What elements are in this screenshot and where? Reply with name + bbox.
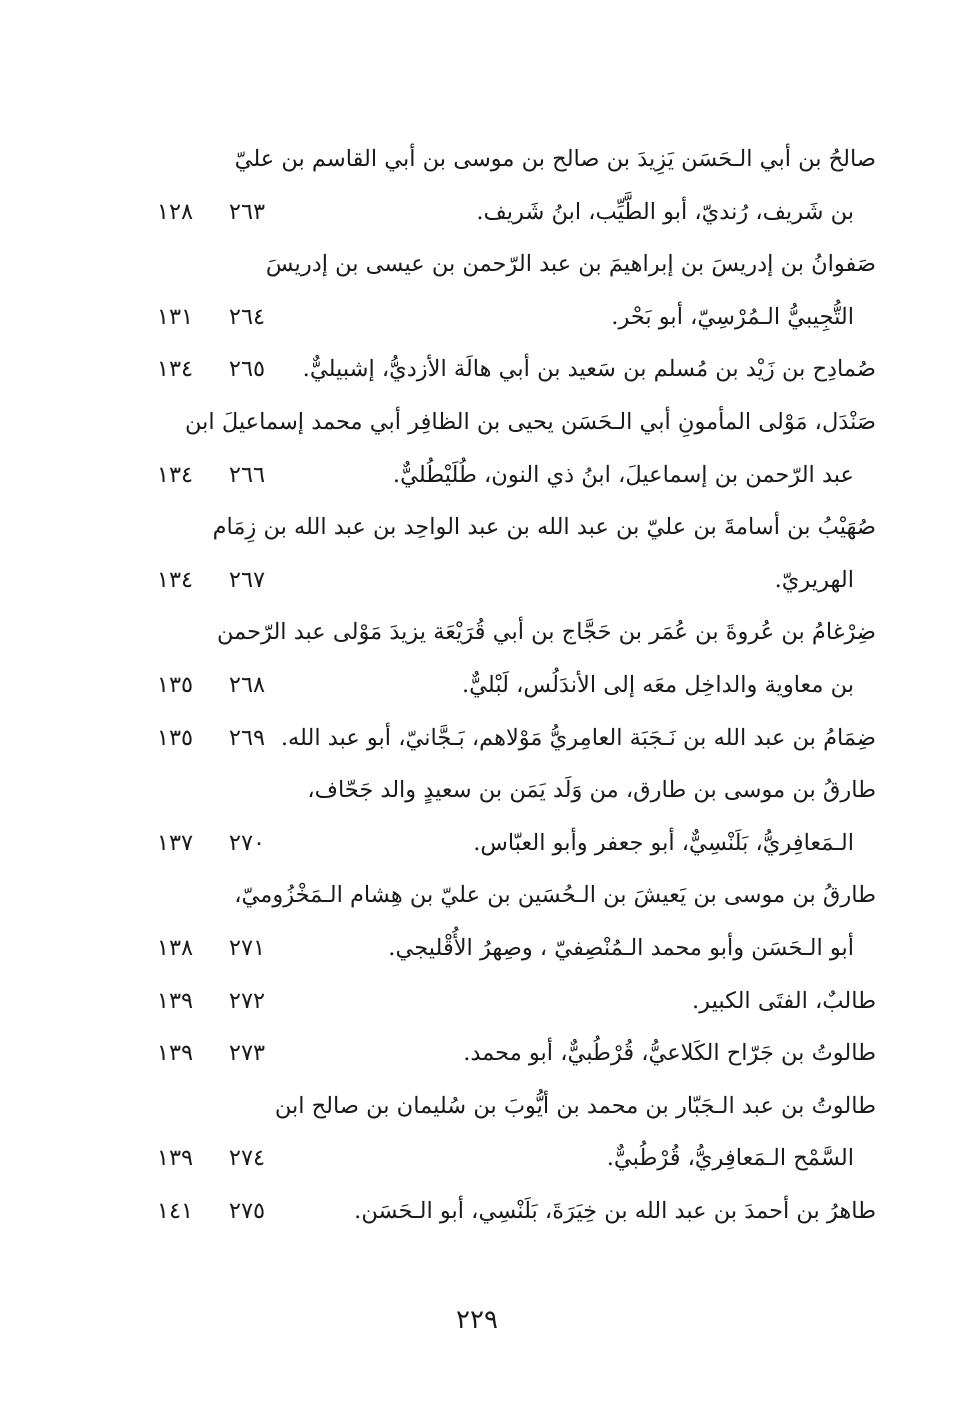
entry-line xyxy=(0,874,954,927)
entry-number: ٢٧٣ xyxy=(228,1040,266,1067)
entry-page-reference: ١٣٨ xyxy=(156,934,194,961)
entry-number: ٢٧١ xyxy=(228,934,266,961)
index-entry xyxy=(0,874,954,979)
index-entry xyxy=(0,138,954,243)
index-entry xyxy=(0,348,954,401)
entry-text: التُّجِيبيُّ الـمُرْسِيّ، أبو بَحْر. xyxy=(611,303,854,330)
entry-line xyxy=(0,1137,954,1190)
entry-text: السَّمْح الـمَعافِريُّ، قُرْطُبيٌّ. xyxy=(606,1145,854,1172)
entry-number: ٢٦٦ xyxy=(228,461,266,488)
entry-page-reference: ١٣٩ xyxy=(156,1040,194,1067)
entry-page-reference: ١٣٩ xyxy=(156,1145,194,1172)
entry-number: ٢٦٩ xyxy=(228,724,266,751)
entry-number: ٢٦٤ xyxy=(228,303,266,330)
entry-line xyxy=(0,980,954,1033)
entry-page-reference: ١٣٤ xyxy=(156,356,194,383)
entry-line xyxy=(0,138,954,191)
entry-page-reference: ١٢٨ xyxy=(156,198,194,225)
entry-text: ضِرْغامُ بن عُروةَ بن عُمَر بن حَجَّاج بن أبي قُرَيْعَة يزيدَ مَوْلى عبد الرّحمن xyxy=(216,619,876,646)
entry-text: الهريريّ. xyxy=(774,566,854,593)
entry-text: صُهَيْبُ بن أسامةَ بن عليّ بن عبد الله بن عبد الواحِد بن عبد الله بن زِمَام xyxy=(212,514,876,541)
entry-number: ٢٧٥ xyxy=(228,1197,266,1224)
entry-line xyxy=(0,1190,954,1243)
entry-text: طارقُ بن موسى بن طارق، من وَلَد يَمَن بن سعيدٍ والد جَحّاف، xyxy=(307,777,876,804)
entry-line xyxy=(0,348,954,401)
entry-number: ٢٧٢ xyxy=(228,987,266,1014)
index-entry xyxy=(0,506,954,611)
index-entry xyxy=(0,243,954,348)
entry-text: طاهرُ بن أحمدَ بن عبد الله بن خِيَرَةَ، بَلَنْسِي، أبو الـحَسَن. xyxy=(354,1197,876,1224)
entry-line xyxy=(0,454,954,507)
entry-text: أبو الـحَسَن وأبو محمد الـمُنْصِفيّ ، وصِهرُ الأُقْليجي. xyxy=(388,934,854,961)
index-entries xyxy=(0,138,954,1242)
entry-line xyxy=(0,822,954,875)
entry-line xyxy=(0,243,954,296)
entry-page-reference: ١٣٧ xyxy=(156,829,194,856)
entry-text: صَفوانُ بن إدريسَ بن إبراهيمَ بن عبد الرّحمن بن عيسى بن إدريسَ xyxy=(265,251,876,278)
index-entry xyxy=(0,1085,954,1190)
entry-number: ٢٧٤ xyxy=(228,1145,266,1172)
entry-line xyxy=(0,717,954,770)
entry-line xyxy=(0,1032,954,1085)
entry-page-reference: ١٣٤ xyxy=(156,566,194,593)
index-entry xyxy=(0,1190,954,1243)
entry-page-reference: ١٣٥ xyxy=(156,724,194,751)
entry-number: ٢٦٥ xyxy=(228,356,266,383)
entry-number: ٢٧٠ xyxy=(228,829,266,856)
entry-line xyxy=(0,506,954,559)
entry-line xyxy=(0,559,954,612)
index-entry xyxy=(0,980,954,1033)
entry-line xyxy=(0,664,954,717)
entry-text: عبد الرّحمن بن إسماعيلَ، ابنُ ذي النون، طُلَيْطُليٌّ. xyxy=(392,461,854,488)
entry-text: طالبٌ، الفتَى الكبير. xyxy=(692,987,876,1014)
index-entry xyxy=(0,611,954,716)
entry-line xyxy=(0,769,954,822)
index-entry xyxy=(0,717,954,770)
entry-text: ضِمَامُ بن عبد الله بن نَـجَبَة العامِريُّ مَوْلاهم، بَـجَّانيّ، أبو عبد الله. xyxy=(280,724,876,751)
entry-text: الـمَعافِريُّ، بَلَنْسِيٌّ، أبو جعفر وأبو العبّاس. xyxy=(473,829,854,856)
index-entry xyxy=(0,401,954,506)
entry-number: ٢٦٧ xyxy=(228,566,266,593)
index-entry xyxy=(0,769,954,874)
index-entry xyxy=(0,1032,954,1085)
entry-line xyxy=(0,611,954,664)
entry-page-reference: ١٣٩ xyxy=(156,987,194,1014)
entry-line xyxy=(0,1085,954,1138)
entry-page-reference: ١٤١ xyxy=(156,1197,194,1224)
entry-line xyxy=(0,927,954,980)
entry-text: طالوتُ بن عبد الـجَبّار بن محمد بن أيُّوبَ بن سُليمان بن صالح ابن xyxy=(274,1092,876,1119)
entry-number: ٢٦٨ xyxy=(228,671,266,698)
entry-number: ٢٦٣ xyxy=(228,198,266,225)
entry-page-reference: ١٣٤ xyxy=(156,461,194,488)
entry-page-reference: ١٣٥ xyxy=(156,671,194,698)
entry-text: طالوتُ بن جَرّاح الكَلاعيُّ، قُرْطُبيٌّ، أبو محمد. xyxy=(463,1040,876,1067)
page-number: ٢٢٩ xyxy=(456,1305,498,1335)
entry-text: طارقُ بن موسى بن يَعيشَ بن الـحُسَين بن عليّ بن هِشام الـمَخْزُوميّ، xyxy=(234,882,876,909)
entry-text: صالحُ بن أبي الـحَسَن يَزِيدَ بن صالح بن موسى بن أبي القاسم بن عليّ xyxy=(234,146,876,172)
entry-page-reference: ١٣١ xyxy=(156,303,194,330)
entry-text: صَنْدَل، مَوْلى المأمونِ أبي الـحَسَن يحيى بن الظافِر أبي محمد إسماعيلَ ابن xyxy=(185,408,876,435)
entry-line xyxy=(0,296,954,349)
entry-line xyxy=(0,401,954,454)
entry-line xyxy=(0,191,954,244)
entry-text: صُمادِح بن زَيْد بن مُسلم بن سَعيد بن أبي هالَة الأزديُّ، إشبيليٌّ. xyxy=(302,356,876,383)
entry-text: بن معاوية والداخِل معَه إلى الأندَلُس، لَبْليٌّ. xyxy=(461,671,854,698)
entry-text: بن شَريف، رُنديّ، أبو الطَّيِّب، ابنُ شَريف. xyxy=(476,198,854,225)
